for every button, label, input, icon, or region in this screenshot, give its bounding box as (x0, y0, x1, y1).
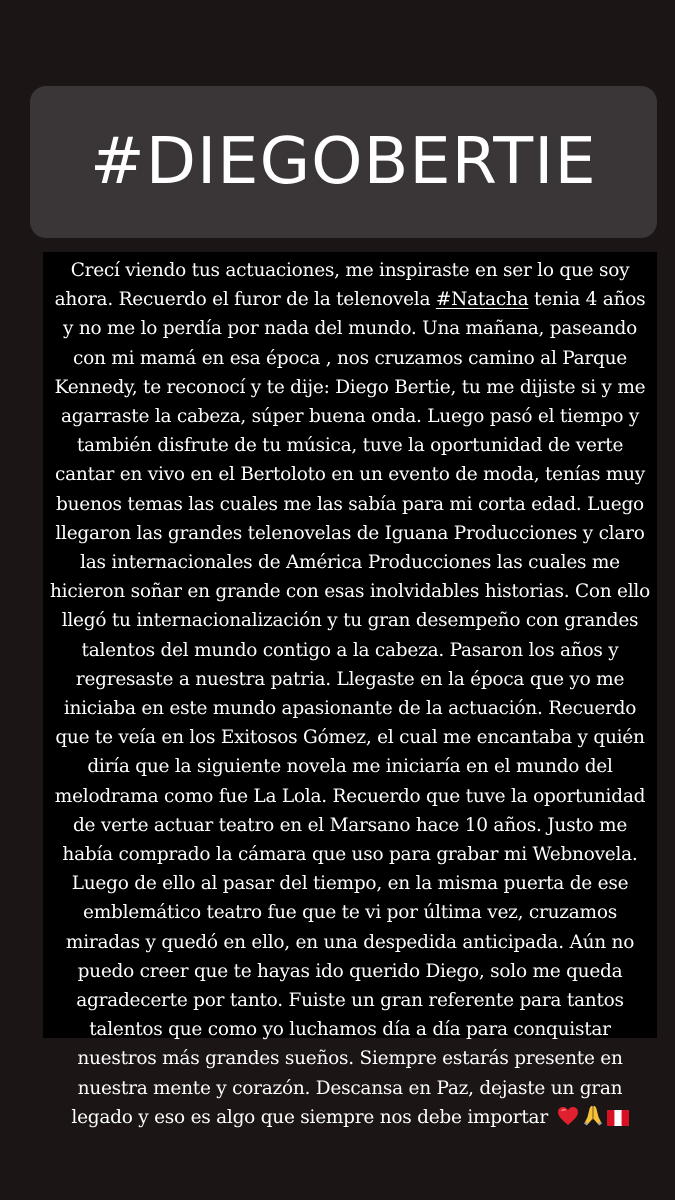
caption-line: buenos temas las cuales me las sabía para mi corta edad. Luego (56, 493, 644, 515)
caption-line: también disfrute de tu música, tuve la oportunidad de verte (76, 435, 624, 457)
caption-line: emblemático teatro fue que te vi por última vez, cruzamos (83, 902, 617, 924)
caption-line: Luego de ello al pasar del tiempo, en la misma puerta de ese (71, 873, 629, 895)
caption-line: hicieron soñar en grande con esas inolvidables historias. Con ello (50, 581, 650, 603)
red-heart-icon (557, 1106, 579, 1135)
caption-line: talentos que como yo luchamos día a día para conquistar (89, 1019, 611, 1041)
caption-line: diría que la siguiente novela me iniciaría en el mundo del (87, 756, 613, 778)
caption-line: Crecí viendo tus actuaciones, me inspiraste en ser lo que soy (70, 260, 630, 281)
peru-flag-icon (607, 1106, 629, 1135)
caption-line: con mi mamá en esa época , nos cruzamos camino al Parque (73, 347, 627, 369)
caption-line: llegó tu internacionalización y tu gran desempeño con grandes (61, 610, 639, 632)
caption-line: nuestra mente y corazón. Descansa en Paz, dejaste un gran (77, 1077, 623, 1099)
caption-text (49, 256, 651, 1135)
hashtag-sticker-text: #DIEGOBERTIE (90, 125, 597, 199)
hashtag-natacha-link[interactable]: #Natacha (435, 289, 529, 311)
hashtag-sticker[interactable] (30, 86, 657, 238)
caption-line: había comprado la cámara que uso para grabar mi Webnovela. (62, 844, 638, 866)
caption-line: puedo creer que te hayas ido querido Diego, solo me queda (77, 960, 623, 982)
caption-line-end: tenia 4 años (528, 289, 646, 311)
caption-line: regresaste a nuestra patria. Llegaste en la época que yo me (75, 668, 625, 690)
caption-line: miradas y quedó en ello, en una despedida anticipada. Aún no (65, 931, 635, 953)
caption-line: cantar en vivo en el Bertoloto en un evento de moda, tenías muy (55, 464, 645, 486)
caption-line (49, 1103, 651, 1135)
caption-line: melodrama como fue La Lola. Recuerdo que tuve la oportunidad (54, 785, 646, 807)
caption-line: nuestros más grandes sueños. Siempre estarás presente en (77, 1048, 623, 1070)
folded-hands-icon (582, 1104, 604, 1135)
caption-box (43, 252, 657, 1128)
caption-last-line-text: legado y eso es algo que siempre nos debe importar (71, 1106, 554, 1128)
caption-line: de verte actuar teatro en el Marsano hace 10 años. Justo me (72, 814, 628, 836)
caption-line: las internacionales de América Producciones las cuales me (80, 552, 620, 574)
caption-line: talentos del mundo contigo a la cabeza. Pasaron los años y (81, 639, 619, 661)
caption-line: llegaron las grandes telenovelas de Iguana Producciones y claro (55, 522, 645, 544)
caption-line: que te veía en los Exitosos Gómez, el cual me encantaba y quién (55, 727, 645, 749)
caption-line: y no me lo perdía por nada del mundo. Una mañana, paseando (62, 318, 638, 340)
caption-line (49, 285, 651, 314)
caption-line: Kennedy, te reconocí y te dije: Diego Bertie, tu me dijiste si y me (54, 376, 646, 398)
caption-line: agradecerte por tanto. Fuiste un gran referente para tantos (76, 990, 624, 1012)
caption-line-start: ahora. Recuerdo el furor de la telenovela (54, 289, 436, 311)
caption-line: agarraste la cabeza, súper buena onda. Luego pasó el tiempo y (60, 406, 640, 428)
caption-line: iniciaba en este mundo apasionante de la actuación. Recuerdo (63, 698, 637, 720)
